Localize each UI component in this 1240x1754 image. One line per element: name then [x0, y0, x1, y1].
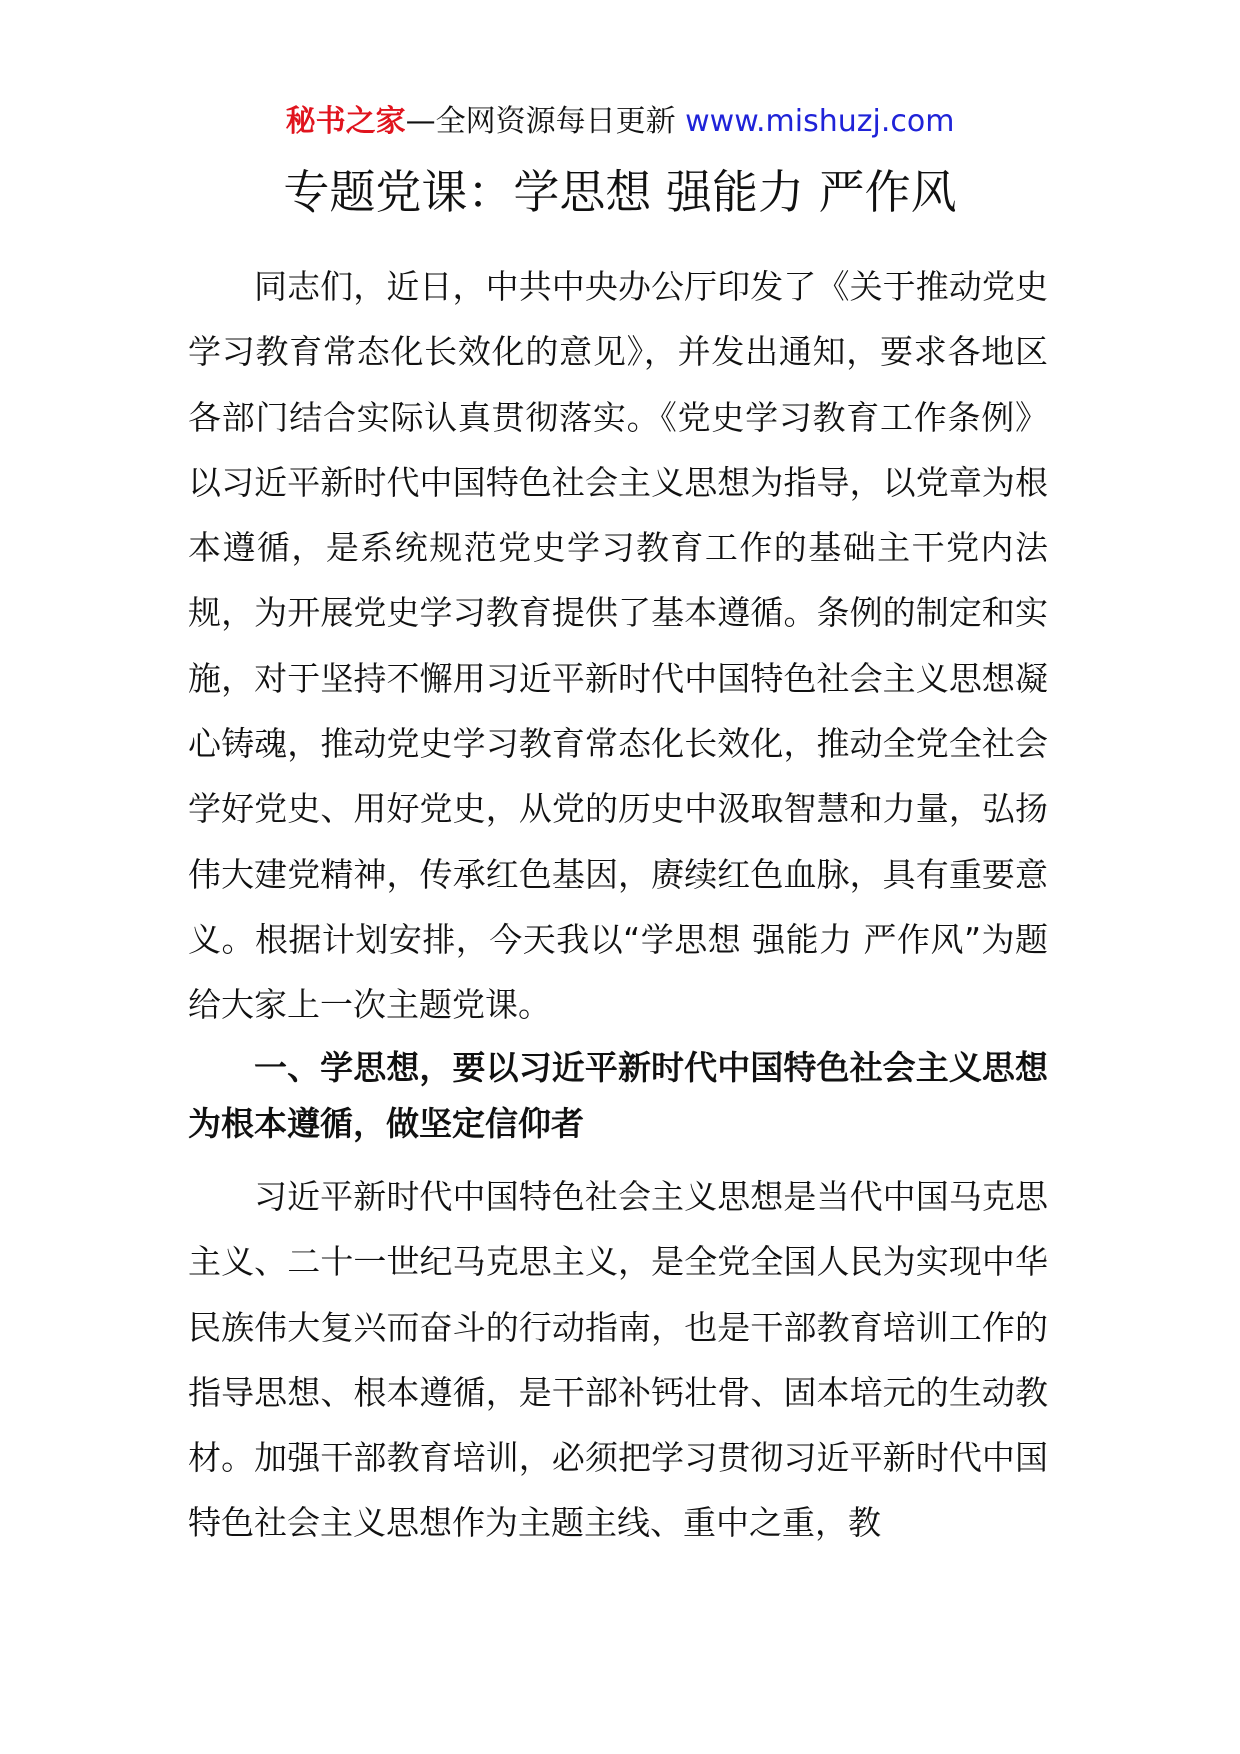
- header-tagline: —全网资源每日更新: [405, 104, 676, 139]
- site-header: [0, 100, 1240, 144]
- paragraph-intro: 同志们，近日，中共中央办公厅印发了《关于推动党史学习教育常态化长效化的意见》，并发出通知，要求各地区各部门结合实际认真贯彻落实。《党史学习教育工作条例》以习近平新时代中国特色社会主义思想为指导，以党章为根本遵循，是系统规范党史学习教育工作的基础主干党内法规，为开展党史学习教育提供了基本遵循。条例的制定和实施，对于坚持不懈用习近平新时代中国特色社会主义思想凝心铸魂，推动党史学习教育常态化长效化，推动全党全社会学好党史、用好党史，从党的历史中汲取智慧和力量，弘扬伟大建党精神，传承红色基因，赓续红色血脉，具有重要意义。根据计划安排，今天我以“学思想 强能力 严作风”为题给大家上一次主题党课。: [188, 267, 1048, 1025]
- website-link[interactable]: www.mishuzj.com: [685, 104, 955, 139]
- page-title: 专题党课：学思想 强能力 严作风: [283, 165, 957, 219]
- section-heading-1: 一、学思想，要以习近平新时代中国特色社会主义思想为根本遵循，做坚定信仰者: [188, 1048, 1048, 1143]
- paragraph-section-1: 习近平新时代中国特色社会主义思想是当代中国马克思主义、二十一世纪马克思主义，是全党全国人民为实现中华民族伟大复兴而奋斗的行动指南，也是干部教育培训工作的指导思想、根本遵循，是干部补钙壮骨、固本培元的生动教材。加强干部教育培训，必须把学习贯彻习近平新时代中国特色社会主义思想作为主题主线、重中之重，教: [188, 1177, 1048, 1543]
- brand-name: 秘书之家: [285, 104, 406, 139]
